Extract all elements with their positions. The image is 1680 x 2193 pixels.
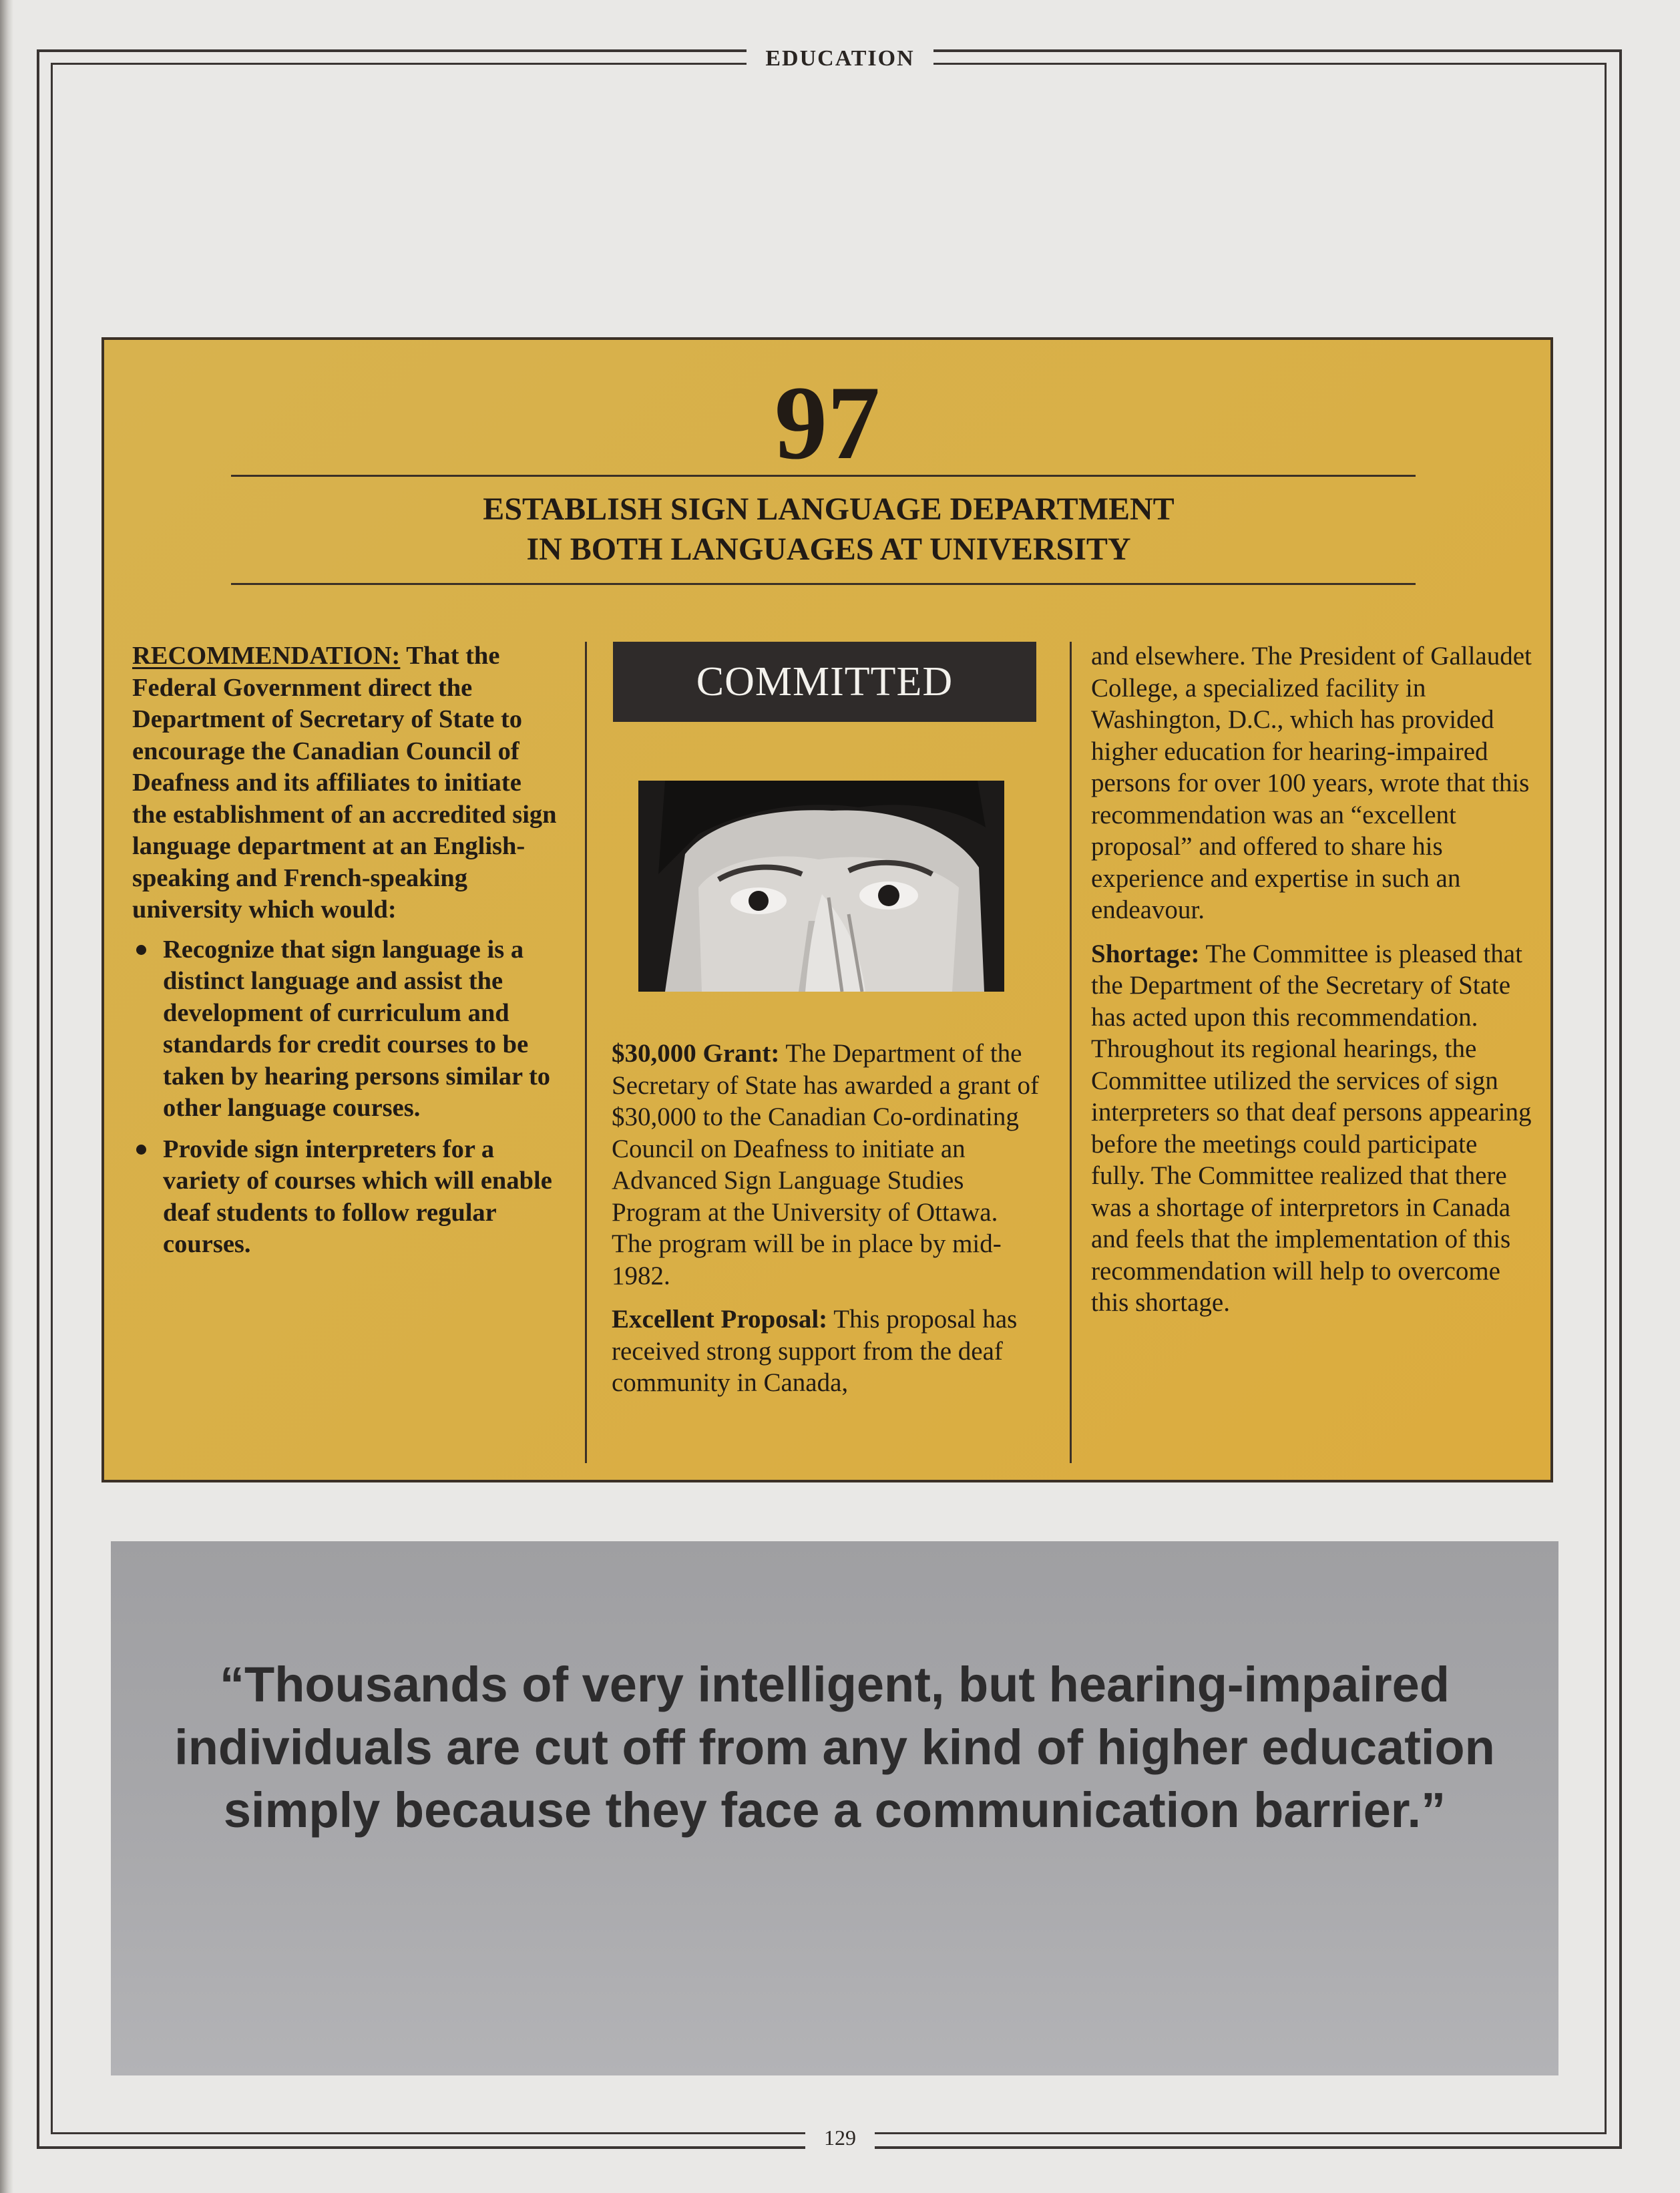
- proposal-label: Excellent Proposal:: [612, 1305, 828, 1334]
- shortage-text: The Committee is pleased that the Department of the Secretary of State has acted upon this recommendation. Throughout its regional hearings, the Committee utilized the services of sign interpreters so that deaf persons appearing before the meetings could participate fully. The Committee realized that there was a shortage of interpretors in Canada and feels that the implementation of this recommendation will help to overcome this shortage.: [1091, 939, 1532, 1317]
- shortage-column: [1091, 640, 1532, 1331]
- heading-rule-bottom: [231, 583, 1416, 585]
- column-divider-left: [585, 642, 587, 1463]
- section-label: EDUCATION: [747, 43, 933, 75]
- list-item: [132, 934, 557, 1125]
- proposal-text: This proposal has received strong support from the deaf community in Canada,: [612, 1305, 1018, 1397]
- heading-line-2: IN BOTH LANGUAGES AT UNIVERSITY: [526, 532, 1131, 567]
- proposal-paragraph: [612, 1304, 1039, 1399]
- continuation-paragraph: and elsewhere. The President of Gallaudet College, a specialized facility in Washington, D.C., which has provided higher education for hearing-impaired persons for over 100 years, wrote that this recommendation was an “excellent proposal” and offered to share his experience and expertise in such an endeavour.: [1091, 642, 1532, 924]
- bullet-icon: [136, 1145, 146, 1155]
- recommendation-intro: [132, 640, 557, 926]
- bullet-text: Provide sign interpreters for a variety of courses which will enable deaf students to follow regular courses.: [163, 1135, 552, 1258]
- person-signing-photo: [638, 781, 1004, 992]
- status-badge: COMMITTED: [613, 642, 1036, 722]
- pull-quote: “Thousands of very intelligent, but hearing-impaired individuals are cut off from any kind of higher education simply because they face a communication barrier.”: [174, 1657, 1495, 1838]
- grant-column: [612, 1038, 1039, 1411]
- shortage-paragraph: [1091, 938, 1532, 1319]
- recommendation-label: RECOMMENDATION:: [132, 642, 401, 670]
- grant-label: $30,000 Grant:: [612, 1039, 780, 1068]
- grant-text: The Department of the Secretary of State has awarded a grant of $30,000 to the Canadian Co-ordinating Council on Deafness to initiate an Advanced Sign Language Studies Program at the University of Ottawa. The program will be in place by mid-1982.: [612, 1039, 1039, 1290]
- bullet-icon: [136, 945, 146, 955]
- grant-paragraph: [612, 1038, 1039, 1291]
- heading-line-1: ESTABLISH SIGN LANGUAGE DEPARTMENT: [483, 491, 1175, 527]
- heading-rule-top: [231, 475, 1416, 477]
- page-number: 129: [805, 2122, 875, 2153]
- recommendation-box: [101, 337, 1553, 1482]
- list-item: [132, 1134, 557, 1261]
- shortage-label: Shortage:: [1091, 939, 1200, 968]
- recommendation-number: 97: [775, 365, 880, 481]
- recommendation-bullet-list: [132, 934, 557, 1261]
- recommendation-intro-text: That the Federal Government direct the Department of Secretary of State to encourage the Canadian Council of Deafness and its affiliates to initiate the establishment of an accredited sign language department at an English-speaking and French-speaking university which would:: [132, 642, 557, 924]
- quote-box: [111, 1541, 1558, 2075]
- recommendation-heading: [204, 489, 1453, 570]
- bullet-text: Recognize that sign language is a distinct language and assist the development of curriculum and standards for credit courses to be taken by hearing persons similar to other language courses.: [163, 935, 551, 1122]
- recommendation-column: [132, 640, 557, 1270]
- column-divider-right: [1070, 642, 1072, 1463]
- book-spine-shadow: [0, 0, 13, 2193]
